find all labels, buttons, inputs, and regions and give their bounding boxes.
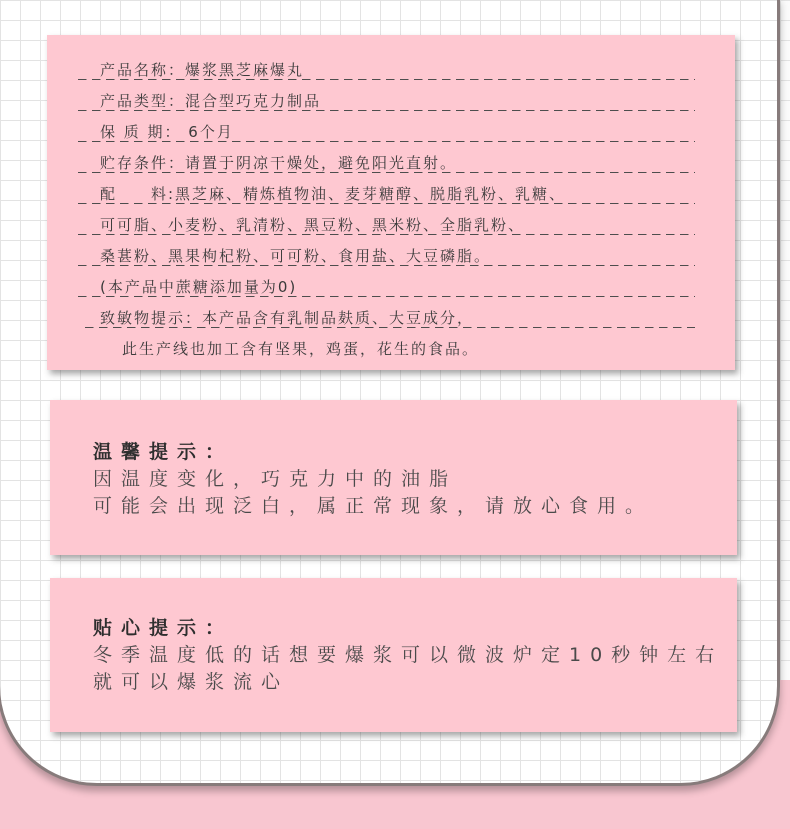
product-info-card [47,35,735,370]
care-tip-line: 冬季温度低的话想要爆浆可以微波炉定10秒钟左右 [93,644,724,666]
ingredients-row: 配 料:黑芝麻、精炼植物油、麦芽糖醇、脱脂乳粉、乳糖、 [78,173,695,204]
allergen-row: 致敏物提示：本产品含有乳制品麸质、大豆成分， [85,297,695,328]
care-tip-text [93,615,733,696]
warm-tip-text [93,439,733,520]
warm-tip-title: 温馨提示： [93,441,234,463]
ingredients-row-continued: 可可脂、小麦粉、乳清粉、黑豆粉、黑米粉、全脂乳粉、 [78,204,695,235]
shelf-life-row: 保 质 期： 6个月 [78,111,695,142]
warm-tip-card [50,400,737,555]
care-tip-title: 贴心提示： [93,617,234,639]
product-info-list [78,49,695,359]
product-name-row: 产品名称：爆浆黑芝麻爆丸 [78,49,695,80]
warm-tip-line: 可能会出现泛白，属正常现象，请放心食用。 [93,495,654,517]
storage-row: 贮存条件：请置于阴凉干燥处，避免阳光直射。 [78,142,695,173]
ingredients-row-continued: 桑葚粉、黑果枸杞粉、可可粉、食用盐、大豆磷脂。 [78,235,695,266]
product-type-row: 产品类型：混合型巧克力制品 [78,80,695,111]
warm-tip-line: 因温度变化，巧克力中的油脂 [93,468,458,490]
sugar-note-row: (本产品中蔗糖添加量为0) [78,266,695,297]
care-tip-line: 就可以爆浆流心 [93,671,290,693]
allergen-row-continued: 此生产线也加工含有坚果，鸡蛋，花生的食品。 [122,340,480,358]
care-tip-card [50,578,737,732]
